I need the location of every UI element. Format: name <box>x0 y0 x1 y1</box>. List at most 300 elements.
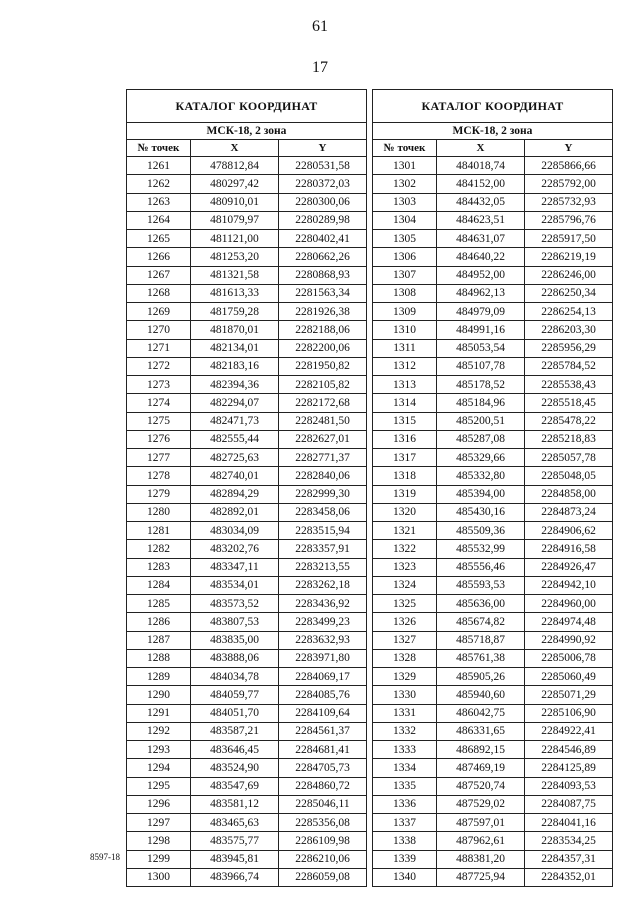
y-coordinate-cell: 2283971,80 <box>279 649 367 667</box>
table-row <box>373 795 613 813</box>
table-row <box>127 193 367 211</box>
point-number-cell: 1262 <box>127 175 191 193</box>
y-coordinate-cell: 2282105,82 <box>279 376 367 394</box>
catalog-zone: МСК-18, 2 зона <box>127 123 367 140</box>
page-number-secondary: 17 <box>312 59 328 76</box>
x-coordinate-cell: 487529,02 <box>437 795 525 813</box>
y-coordinate-cell: 2286254,13 <box>525 303 613 321</box>
x-coordinate-cell: 485200,51 <box>437 412 525 430</box>
point-number-cell: 1271 <box>127 339 191 357</box>
y-coordinate-cell: 2285060,49 <box>525 668 613 686</box>
x-coordinate-cell: 485940,60 <box>437 686 525 704</box>
column-header-y: Y <box>279 140 367 157</box>
x-coordinate-cell: 485556,46 <box>437 558 525 576</box>
x-coordinate-cell: 483807,53 <box>191 613 279 631</box>
table-row <box>373 376 613 394</box>
y-coordinate-cell: 2284087,75 <box>525 795 613 813</box>
x-coordinate-cell: 480297,42 <box>191 175 279 193</box>
point-number-cell: 1311 <box>373 339 437 357</box>
y-coordinate-cell: 2284860,72 <box>279 777 367 795</box>
point-number-cell: 1330 <box>373 686 437 704</box>
y-coordinate-cell: 2285784,52 <box>525 357 613 375</box>
point-number-cell: 1261 <box>127 157 191 175</box>
y-coordinate-cell: 2284960,00 <box>525 595 613 613</box>
table-row <box>373 394 613 412</box>
table-row <box>373 503 613 521</box>
table-row <box>373 850 613 868</box>
x-coordinate-cell: 485593,53 <box>437 576 525 594</box>
x-coordinate-cell: 482740,01 <box>191 467 279 485</box>
point-number-cell: 1301 <box>373 157 437 175</box>
table-row <box>127 595 367 613</box>
x-coordinate-cell: 486042,75 <box>437 704 525 722</box>
table-row <box>127 722 367 740</box>
table-row <box>127 759 367 777</box>
point-number-cell: 1285 <box>127 595 191 613</box>
table-row <box>373 193 613 211</box>
y-coordinate-cell: 2280289,98 <box>279 211 367 229</box>
x-coordinate-cell: 484952,00 <box>437 266 525 284</box>
table-row <box>373 467 613 485</box>
point-number-cell: 1302 <box>373 175 437 193</box>
point-number-cell: 1310 <box>373 321 437 339</box>
coordinate-catalog-table-left <box>126 89 367 887</box>
y-coordinate-cell: 2285071,29 <box>525 686 613 704</box>
table-row <box>127 376 367 394</box>
table-row <box>373 631 613 649</box>
point-number-cell: 1297 <box>127 814 191 832</box>
table-row <box>127 503 367 521</box>
catalog-zone: МСК-18, 2 зона <box>373 123 613 140</box>
x-coordinate-cell: 481321,58 <box>191 266 279 284</box>
table-row <box>373 558 613 576</box>
point-number-cell: 1322 <box>373 540 437 558</box>
y-coordinate-cell: 2281926,38 <box>279 303 367 321</box>
y-coordinate-cell: 2284916,58 <box>525 540 613 558</box>
point-number-cell: 1329 <box>373 668 437 686</box>
x-coordinate-cell: 483575,77 <box>191 832 279 850</box>
table-row <box>373 339 613 357</box>
x-coordinate-cell: 485053,54 <box>437 339 525 357</box>
x-coordinate-cell: 483888,06 <box>191 649 279 667</box>
y-coordinate-cell: 2285478,22 <box>525 412 613 430</box>
x-coordinate-cell: 485718,87 <box>437 631 525 649</box>
x-coordinate-cell: 485905,26 <box>437 668 525 686</box>
x-coordinate-cell: 481613,33 <box>191 284 279 302</box>
y-coordinate-cell: 2284041,16 <box>525 814 613 832</box>
x-coordinate-cell: 481121,00 <box>191 230 279 248</box>
column-header-x: X <box>437 140 525 157</box>
point-number-cell: 1340 <box>373 868 437 886</box>
table-row <box>127 266 367 284</box>
x-coordinate-cell: 482894,29 <box>191 485 279 503</box>
table-row <box>373 485 613 503</box>
x-coordinate-cell: 485636,00 <box>437 595 525 613</box>
table-row <box>373 284 613 302</box>
y-coordinate-cell: 2282188,06 <box>279 321 367 339</box>
point-number-cell: 1336 <box>373 795 437 813</box>
table-row <box>373 668 613 686</box>
table-row <box>373 686 613 704</box>
y-coordinate-cell: 2284858,00 <box>525 485 613 503</box>
y-coordinate-cell: 2284873,24 <box>525 503 613 521</box>
y-coordinate-cell: 2285048,05 <box>525 467 613 485</box>
point-number-cell: 1313 <box>373 376 437 394</box>
table-row <box>373 230 613 248</box>
y-coordinate-cell: 2283436,92 <box>279 595 367 613</box>
column-header-y: Y <box>525 140 613 157</box>
point-number-cell: 1278 <box>127 467 191 485</box>
y-coordinate-cell: 2285218,83 <box>525 430 613 448</box>
x-coordinate-cell: 483573,52 <box>191 595 279 613</box>
y-coordinate-cell: 2282999,30 <box>279 485 367 503</box>
table-row <box>127 868 367 886</box>
point-number-cell: 1296 <box>127 795 191 813</box>
table-row <box>373 613 613 631</box>
y-coordinate-cell: 2286059,08 <box>279 868 367 886</box>
y-coordinate-cell: 2283515,94 <box>279 522 367 540</box>
y-coordinate-cell: 2282771,37 <box>279 449 367 467</box>
table-row <box>127 157 367 175</box>
y-coordinate-cell: 2285956,29 <box>525 339 613 357</box>
point-number-cell: 1269 <box>127 303 191 321</box>
x-coordinate-cell: 481759,28 <box>191 303 279 321</box>
y-coordinate-cell: 2285057,78 <box>525 449 613 467</box>
table-row <box>373 266 613 284</box>
x-coordinate-cell: 483966,74 <box>191 868 279 886</box>
table-row <box>373 412 613 430</box>
x-coordinate-cell: 487725,94 <box>437 868 525 886</box>
point-number-cell: 1295 <box>127 777 191 795</box>
point-number-cell: 1266 <box>127 248 191 266</box>
table-row <box>127 412 367 430</box>
x-coordinate-cell: 486331,65 <box>437 722 525 740</box>
x-coordinate-cell: 482725,63 <box>191 449 279 467</box>
y-coordinate-cell: 2284093,53 <box>525 777 613 795</box>
point-number-cell: 1307 <box>373 266 437 284</box>
point-number-cell: 1298 <box>127 832 191 850</box>
point-number-cell: 1326 <box>373 613 437 631</box>
point-number-cell: 1317 <box>373 449 437 467</box>
y-coordinate-cell: 2280300,06 <box>279 193 367 211</box>
point-number-cell: 1320 <box>373 503 437 521</box>
x-coordinate-cell: 484991,16 <box>437 321 525 339</box>
table-row <box>373 704 613 722</box>
point-number-cell: 1312 <box>373 357 437 375</box>
y-coordinate-cell: 2283458,06 <box>279 503 367 521</box>
y-coordinate-cell: 2280868,93 <box>279 266 367 284</box>
x-coordinate-cell: 484152,00 <box>437 175 525 193</box>
x-coordinate-cell: 483347,11 <box>191 558 279 576</box>
point-number-cell: 1325 <box>373 595 437 613</box>
y-coordinate-cell: 2280662,26 <box>279 248 367 266</box>
y-coordinate-cell: 2280531,58 <box>279 157 367 175</box>
catalog-title: КАТАЛОГ КООРДИНАТ <box>127 90 367 123</box>
table-row <box>127 814 367 832</box>
y-coordinate-cell: 2283632,93 <box>279 631 367 649</box>
x-coordinate-cell: 483587,21 <box>191 722 279 740</box>
point-number-cell: 1319 <box>373 485 437 503</box>
x-coordinate-cell: 483835,00 <box>191 631 279 649</box>
y-coordinate-cell: 2280402,41 <box>279 230 367 248</box>
y-coordinate-cell: 2285356,08 <box>279 814 367 832</box>
y-coordinate-cell: 2284681,41 <box>279 741 367 759</box>
point-number-cell: 1316 <box>373 430 437 448</box>
table-row <box>127 394 367 412</box>
table-row <box>127 211 367 229</box>
y-coordinate-cell: 2284906,62 <box>525 522 613 540</box>
y-coordinate-cell: 2283357,91 <box>279 540 367 558</box>
y-coordinate-cell: 2286203,30 <box>525 321 613 339</box>
x-coordinate-cell: 482294,07 <box>191 394 279 412</box>
y-coordinate-cell: 2285792,00 <box>525 175 613 193</box>
point-number-cell: 1280 <box>127 503 191 521</box>
table-row <box>373 430 613 448</box>
x-coordinate-cell: 485184,96 <box>437 394 525 412</box>
x-coordinate-cell: 485761,38 <box>437 649 525 667</box>
y-coordinate-cell: 2285518,45 <box>525 394 613 412</box>
x-coordinate-cell: 482471,73 <box>191 412 279 430</box>
point-number-cell: 1289 <box>127 668 191 686</box>
table-row <box>373 157 613 175</box>
x-coordinate-cell: 488381,20 <box>437 850 525 868</box>
y-coordinate-cell: 2280372,03 <box>279 175 367 193</box>
table-row <box>127 704 367 722</box>
y-coordinate-cell: 2284974,48 <box>525 613 613 631</box>
table-row <box>127 339 367 357</box>
x-coordinate-cell: 483534,01 <box>191 576 279 594</box>
table-row <box>127 576 367 594</box>
point-number-cell: 1338 <box>373 832 437 850</box>
table-row <box>373 722 613 740</box>
x-coordinate-cell: 484979,09 <box>437 303 525 321</box>
catalog-title: КАТАЛОГ КООРДИНАТ <box>373 90 613 123</box>
point-number-cell: 1305 <box>373 230 437 248</box>
x-coordinate-cell: 483547,69 <box>191 777 279 795</box>
x-coordinate-cell: 484018,74 <box>437 157 525 175</box>
x-coordinate-cell: 485394,00 <box>437 485 525 503</box>
point-number-cell: 1264 <box>127 211 191 229</box>
y-coordinate-cell: 2284085,76 <box>279 686 367 704</box>
table-row <box>127 850 367 868</box>
point-number-cell: 1263 <box>127 193 191 211</box>
point-number-cell: 1290 <box>127 686 191 704</box>
table-row <box>127 795 367 813</box>
point-number-cell: 1299 <box>127 850 191 868</box>
y-coordinate-cell: 2286109,98 <box>279 832 367 850</box>
point-number-cell: 1334 <box>373 759 437 777</box>
y-coordinate-cell: 2284561,37 <box>279 722 367 740</box>
column-header-point-number: № точек <box>373 140 437 157</box>
x-coordinate-cell: 483524,90 <box>191 759 279 777</box>
x-coordinate-cell: 484432,05 <box>437 193 525 211</box>
x-coordinate-cell: 487597,01 <box>437 814 525 832</box>
y-coordinate-cell: 2285917,50 <box>525 230 613 248</box>
y-coordinate-cell: 2282481,50 <box>279 412 367 430</box>
table-row <box>373 759 613 777</box>
y-coordinate-cell: 2285866,66 <box>525 157 613 175</box>
x-coordinate-cell: 485509,36 <box>437 522 525 540</box>
y-coordinate-cell: 2284546,89 <box>525 741 613 759</box>
table-row <box>373 741 613 759</box>
x-coordinate-cell: 485178,52 <box>437 376 525 394</box>
table-row <box>127 832 367 850</box>
table-row <box>127 430 367 448</box>
point-number-cell: 1291 <box>127 704 191 722</box>
table-row <box>127 631 367 649</box>
y-coordinate-cell: 2283534,25 <box>525 832 613 850</box>
y-coordinate-cell: 2286210,06 <box>279 850 367 868</box>
point-number-cell: 1309 <box>373 303 437 321</box>
table-row <box>127 540 367 558</box>
table-row <box>127 230 367 248</box>
table-row <box>127 449 367 467</box>
x-coordinate-cell: 486892,15 <box>437 741 525 759</box>
y-coordinate-cell: 2286219,19 <box>525 248 613 266</box>
x-coordinate-cell: 485287,08 <box>437 430 525 448</box>
y-coordinate-cell: 2285538,43 <box>525 376 613 394</box>
x-coordinate-cell: 485107,78 <box>437 357 525 375</box>
y-coordinate-cell: 2286250,34 <box>525 284 613 302</box>
x-coordinate-cell: 480910,01 <box>191 193 279 211</box>
y-coordinate-cell: 2285796,76 <box>525 211 613 229</box>
table-row <box>127 686 367 704</box>
x-coordinate-cell: 482183,16 <box>191 357 279 375</box>
point-number-cell: 1283 <box>127 558 191 576</box>
table-row <box>127 175 367 193</box>
point-number-cell: 1323 <box>373 558 437 576</box>
x-coordinate-cell: 482394,36 <box>191 376 279 394</box>
y-coordinate-cell: 2284926,47 <box>525 558 613 576</box>
point-number-cell: 1324 <box>373 576 437 594</box>
point-number-cell: 1304 <box>373 211 437 229</box>
y-coordinate-cell: 2284125,89 <box>525 759 613 777</box>
table-row <box>127 558 367 576</box>
table-row <box>373 211 613 229</box>
x-coordinate-cell: 484051,70 <box>191 704 279 722</box>
table-row <box>373 175 613 193</box>
table-row <box>127 248 367 266</box>
point-number-cell: 1281 <box>127 522 191 540</box>
y-coordinate-cell: 2281563,34 <box>279 284 367 302</box>
point-number-cell: 1286 <box>127 613 191 631</box>
x-coordinate-cell: 478812,84 <box>191 157 279 175</box>
point-number-cell: 1306 <box>373 248 437 266</box>
x-coordinate-cell: 483646,45 <box>191 741 279 759</box>
x-coordinate-cell: 487962,61 <box>437 832 525 850</box>
x-coordinate-cell: 482555,44 <box>191 430 279 448</box>
table-row <box>127 741 367 759</box>
table-row <box>373 248 613 266</box>
point-number-cell: 1277 <box>127 449 191 467</box>
x-coordinate-cell: 483202,76 <box>191 540 279 558</box>
table-row <box>127 467 367 485</box>
table-row <box>127 321 367 339</box>
table-row <box>373 649 613 667</box>
x-coordinate-cell: 481253,20 <box>191 248 279 266</box>
point-number-cell: 1315 <box>373 412 437 430</box>
x-coordinate-cell: 481079,97 <box>191 211 279 229</box>
coordinate-catalog-table-right <box>372 89 613 887</box>
table-row <box>127 522 367 540</box>
table-row <box>127 668 367 686</box>
x-coordinate-cell: 484623,51 <box>437 211 525 229</box>
table-row <box>373 522 613 540</box>
y-coordinate-cell: 2282840,06 <box>279 467 367 485</box>
point-number-cell: 1333 <box>373 741 437 759</box>
table-row <box>127 357 367 375</box>
x-coordinate-cell: 484962,13 <box>437 284 525 302</box>
point-number-cell: 1282 <box>127 540 191 558</box>
point-number-cell: 1335 <box>373 777 437 795</box>
point-number-cell: 1293 <box>127 741 191 759</box>
table-row <box>373 777 613 795</box>
table-row <box>373 832 613 850</box>
y-coordinate-cell: 2283213,55 <box>279 558 367 576</box>
y-coordinate-cell: 2283262,18 <box>279 576 367 594</box>
point-number-cell: 1327 <box>373 631 437 649</box>
document-footer-code: 8597-18 <box>90 852 120 862</box>
x-coordinate-cell: 483945,81 <box>191 850 279 868</box>
x-coordinate-cell: 483465,63 <box>191 814 279 832</box>
point-number-cell: 1268 <box>127 284 191 302</box>
y-coordinate-cell: 2281950,82 <box>279 357 367 375</box>
x-coordinate-cell: 481870,01 <box>191 321 279 339</box>
y-coordinate-cell: 2284990,92 <box>525 631 613 649</box>
point-number-cell: 1275 <box>127 412 191 430</box>
point-number-cell: 1276 <box>127 430 191 448</box>
point-number-cell: 1284 <box>127 576 191 594</box>
point-number-cell: 1292 <box>127 722 191 740</box>
page-number-primary: 61 <box>312 18 328 35</box>
table-row <box>373 540 613 558</box>
y-coordinate-cell: 2284352,01 <box>525 868 613 886</box>
x-coordinate-cell: 487520,74 <box>437 777 525 795</box>
point-number-cell: 1279 <box>127 485 191 503</box>
y-coordinate-cell: 2285046,11 <box>279 795 367 813</box>
y-coordinate-cell: 2285732,93 <box>525 193 613 211</box>
point-number-cell: 1321 <box>373 522 437 540</box>
y-coordinate-cell: 2286246,00 <box>525 266 613 284</box>
y-coordinate-cell: 2283499,23 <box>279 613 367 631</box>
y-coordinate-cell: 2284069,17 <box>279 668 367 686</box>
point-number-cell: 1270 <box>127 321 191 339</box>
table-row <box>373 321 613 339</box>
x-coordinate-cell: 484640,22 <box>437 248 525 266</box>
point-number-cell: 1303 <box>373 193 437 211</box>
table-row <box>373 595 613 613</box>
point-number-cell: 1265 <box>127 230 191 248</box>
table-row <box>373 576 613 594</box>
table-row <box>373 814 613 832</box>
table-row <box>373 357 613 375</box>
point-number-cell: 1308 <box>373 284 437 302</box>
point-number-cell: 1288 <box>127 649 191 667</box>
y-coordinate-cell: 2285106,90 <box>525 704 613 722</box>
table-row <box>373 868 613 886</box>
y-coordinate-cell: 2284922,41 <box>525 722 613 740</box>
point-number-cell: 1272 <box>127 357 191 375</box>
x-coordinate-cell: 484059,77 <box>191 686 279 704</box>
x-coordinate-cell: 485332,80 <box>437 467 525 485</box>
x-coordinate-cell: 485674,82 <box>437 613 525 631</box>
table-row <box>373 449 613 467</box>
x-coordinate-cell: 485532,99 <box>437 540 525 558</box>
y-coordinate-cell: 2282200,06 <box>279 339 367 357</box>
point-number-cell: 1328 <box>373 649 437 667</box>
point-number-cell: 1331 <box>373 704 437 722</box>
y-coordinate-cell: 2284357,31 <box>525 850 613 868</box>
